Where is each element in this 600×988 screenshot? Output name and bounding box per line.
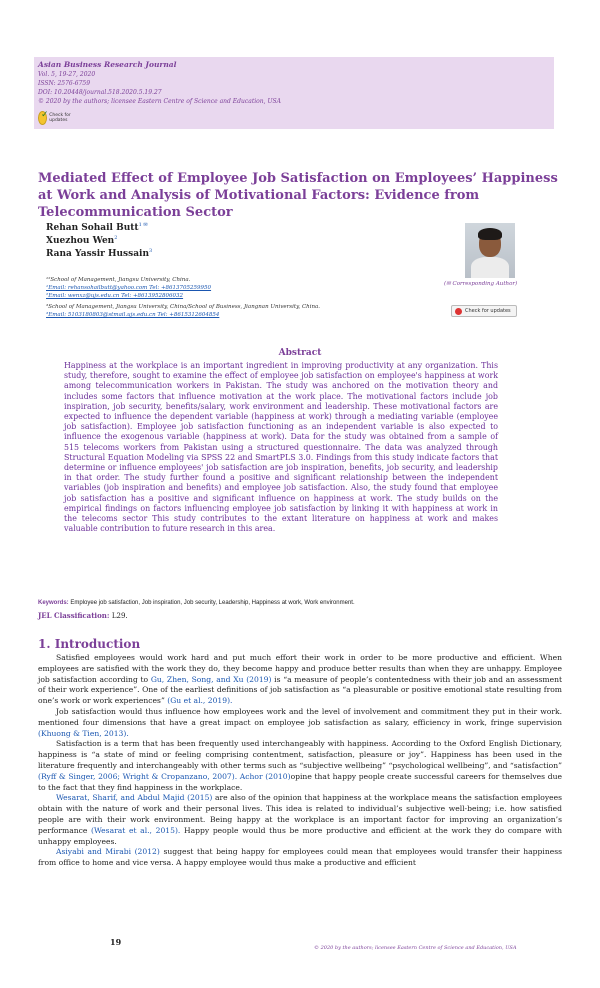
citation-link[interactable]: Wesarat, Sharif, and Abdul Majid (2015) xyxy=(56,793,213,803)
journal-name: Asian Business Research Journal xyxy=(38,60,177,69)
author-1: Rehan Sohail Butt$^{1 ✉}$ xyxy=(46,222,148,233)
jel-classification: JEL Classification: L29. xyxy=(38,611,128,620)
paragraph: Satisfaction is a term that has been frequently used interchangeably with happiness. According to the Oxford English Dictionary, happiness is “a state of mind or feeling comprising contentment, satisfaction, pleasure or joy”. Happiness has been used in the literature frequently and interchangeably with other terms such as “subjective wellbeing” “psychological wellbeing”, and “satisfaction” (Ryff & Singer, 2006; Wright & Cropanzano, 2007). Achor (2010)opine that happy people create successful careers for themselves due to the fact that they find happiness in the workplace. xyxy=(38,739,562,792)
affiliation-2-email[interactable]: ³Email: 5103180803@stmail.ujs.edu.cn Tel: +8615312604854 xyxy=(46,312,220,318)
paragraph: Asiyabi and Mirabi (2012) suggest that being happy for employees could mean that employees would transfer their happiness from office to home and vice versa. A happy employee would thus make a productive and efficient xyxy=(38,847,562,868)
corresponding-author-note: (✉ Corresponding Author) xyxy=(444,281,518,287)
citation-link[interactable]: (Ryff & Singer, 2006; Wright & Cropanzano, 2007). Achor (2010) xyxy=(38,771,291,781)
affiliation-1-email-1[interactable]: ¹Email: rehansohailbutt@yahoo.com Tel: +8613705259950 xyxy=(46,285,212,291)
open-access-badge[interactable] xyxy=(38,111,74,125)
section-heading: 1. Introduction xyxy=(38,637,141,651)
update-icon xyxy=(455,308,462,315)
citation-link[interactable]: (Wesarat et al., 2015). xyxy=(91,825,181,835)
footer-license: © 2020 by the authors; licensee Eastern Centre of Science and Education, USA xyxy=(314,945,517,951)
citation-link[interactable]: Gu, Zhen, Song, and Xu (2019) xyxy=(150,674,272,684)
doi[interactable]: DOI: 10.20448/journal.518.2020.5.19.27 xyxy=(38,89,162,96)
keywords: Keywords: Employee job satisfaction, Job inspiration, Job security, Leadership, Happiness at work, Work environment. xyxy=(38,600,355,606)
check-updates-button[interactable]: Check for updates xyxy=(451,305,517,317)
citation-link[interactable]: (Khuong & Tien, 2013). xyxy=(38,728,129,738)
author-photo xyxy=(465,223,515,278)
affiliation-2: ³School of Management, Jiangsu University, China/School of Business, Jiangnan University, China. xyxy=(46,304,321,310)
abstract-heading: Abstract xyxy=(278,348,322,358)
issn: ISSN: 2576-6759 xyxy=(38,80,91,87)
license: © 2020 by the authors; licensee Eastern Centre of Science and Education, USA xyxy=(38,98,281,105)
citation-link[interactable]: Asiyabi and Mirabi (2012) xyxy=(56,847,160,857)
affiliation-1: ¹²School of Management, Jiangsu University, China. xyxy=(46,277,191,283)
citation-link[interactable]: (Gu et al., 2019). xyxy=(167,696,233,706)
check-icon xyxy=(38,111,47,125)
introduction-body xyxy=(38,653,562,869)
oa-label: Check for updates xyxy=(49,113,71,123)
paragraph: Satisfied employees would work hard and put much effort their work in order to be more productive and efficient. When employees are satisfied with the work they do, they become happy and produce better results than when they are unhappy. Employee job satisfaction according to Gu, Zhen, Song, and Xu (2019) is “a measure of people’s contentedness with their job and an assessment of their work experience”. One of the earliest definitions of job satisfaction as “a pleasurable or positive emotional state resulting from one’s work or work experiences” (Gu et al., 2019). xyxy=(38,653,563,706)
author-3: Rana Yassir Hussain$^3$ xyxy=(46,248,153,259)
volume-info: Vol. 5, 19-27, 2020 xyxy=(38,71,96,78)
author-2: Xuezhou Wen$^2$ xyxy=(46,235,118,246)
article-title: Mediated Effect of Employee Job Satisfaction on Employees’ Happiness at Work and Analysis of Motivational Factors: Evidence from Telecommunication Sector xyxy=(38,171,558,220)
paragraph: Job satisfaction would thus influence how employees work and the level of involvement and commitment they put in their work. mentioned four dimensions that have a great impact on employee job satisfaction as salary, efficiency in work, fringe supervision (Khuong & Tien, 2013). xyxy=(38,706,562,738)
page-number: 19 xyxy=(110,937,122,947)
paragraph: Wesarat, Sharif, and Abdul Majid (2015) are also of the opinion that happiness at the workplace means the satisfaction employees obtain with the nature of work and their personal lives. This idea is related to individual’s subjective well-being; i.e. how satisfied people are with their work environment. Being happy at the workplace is an important factor for improving an organization’s performance (Wesarat et al., 2015). Happy people would thus be more productive and efficient at the work they do compare with unhappy employees. xyxy=(38,793,562,846)
abstract-text: Happiness at the workplace is an important ingredient in improving productivity at any organization. This study, therefore, sought to examine the effect of employee job satisfaction on employee's happiness at work among telecommunication workers in Pakistan. The study was anchored on the motivation theory and includes some factors that influence motivation at the work place. The motivational factors include job inspiration, job security, benefits/salary, work environment and leadership. These motivational factors are expected to influence the dependent variable (happiness at work) through a mediating variable (employee job satisfaction). Employee job satisfaction functioning as an independent variable is also expected to influence the exogenous variable (happiness at work). Data for the study was obtained from a sample of 515 telecoms workers from Pakistan using a structured questionnaire. The data was analyzed through Structural Equation Modeling via SPSS 22 and SmartPLS 3.0. Findings from this study indicate factors that determine or influence employees' job satisfaction are job inspiration, benefits, job security, and leadership in that order. The study further found a positive and significant relationship between the independent variables (job inspiration and benefits) and employee job satisfaction. Also, the study found that employee job satisfaction has a positive and significant influence on happiness at work. The study builds on the empirical findings on factors influencing employee job satisfaction by linking it with happiness at work in the telecoms sector This study contributes to the extant literature on happiness at work and makes valuable contribution to future research in this area. xyxy=(64,361,498,534)
affiliation-1-email-2[interactable]: ²Email: wenxz@ujs.edu.cn Tel: +8613952806032 xyxy=(46,293,184,299)
